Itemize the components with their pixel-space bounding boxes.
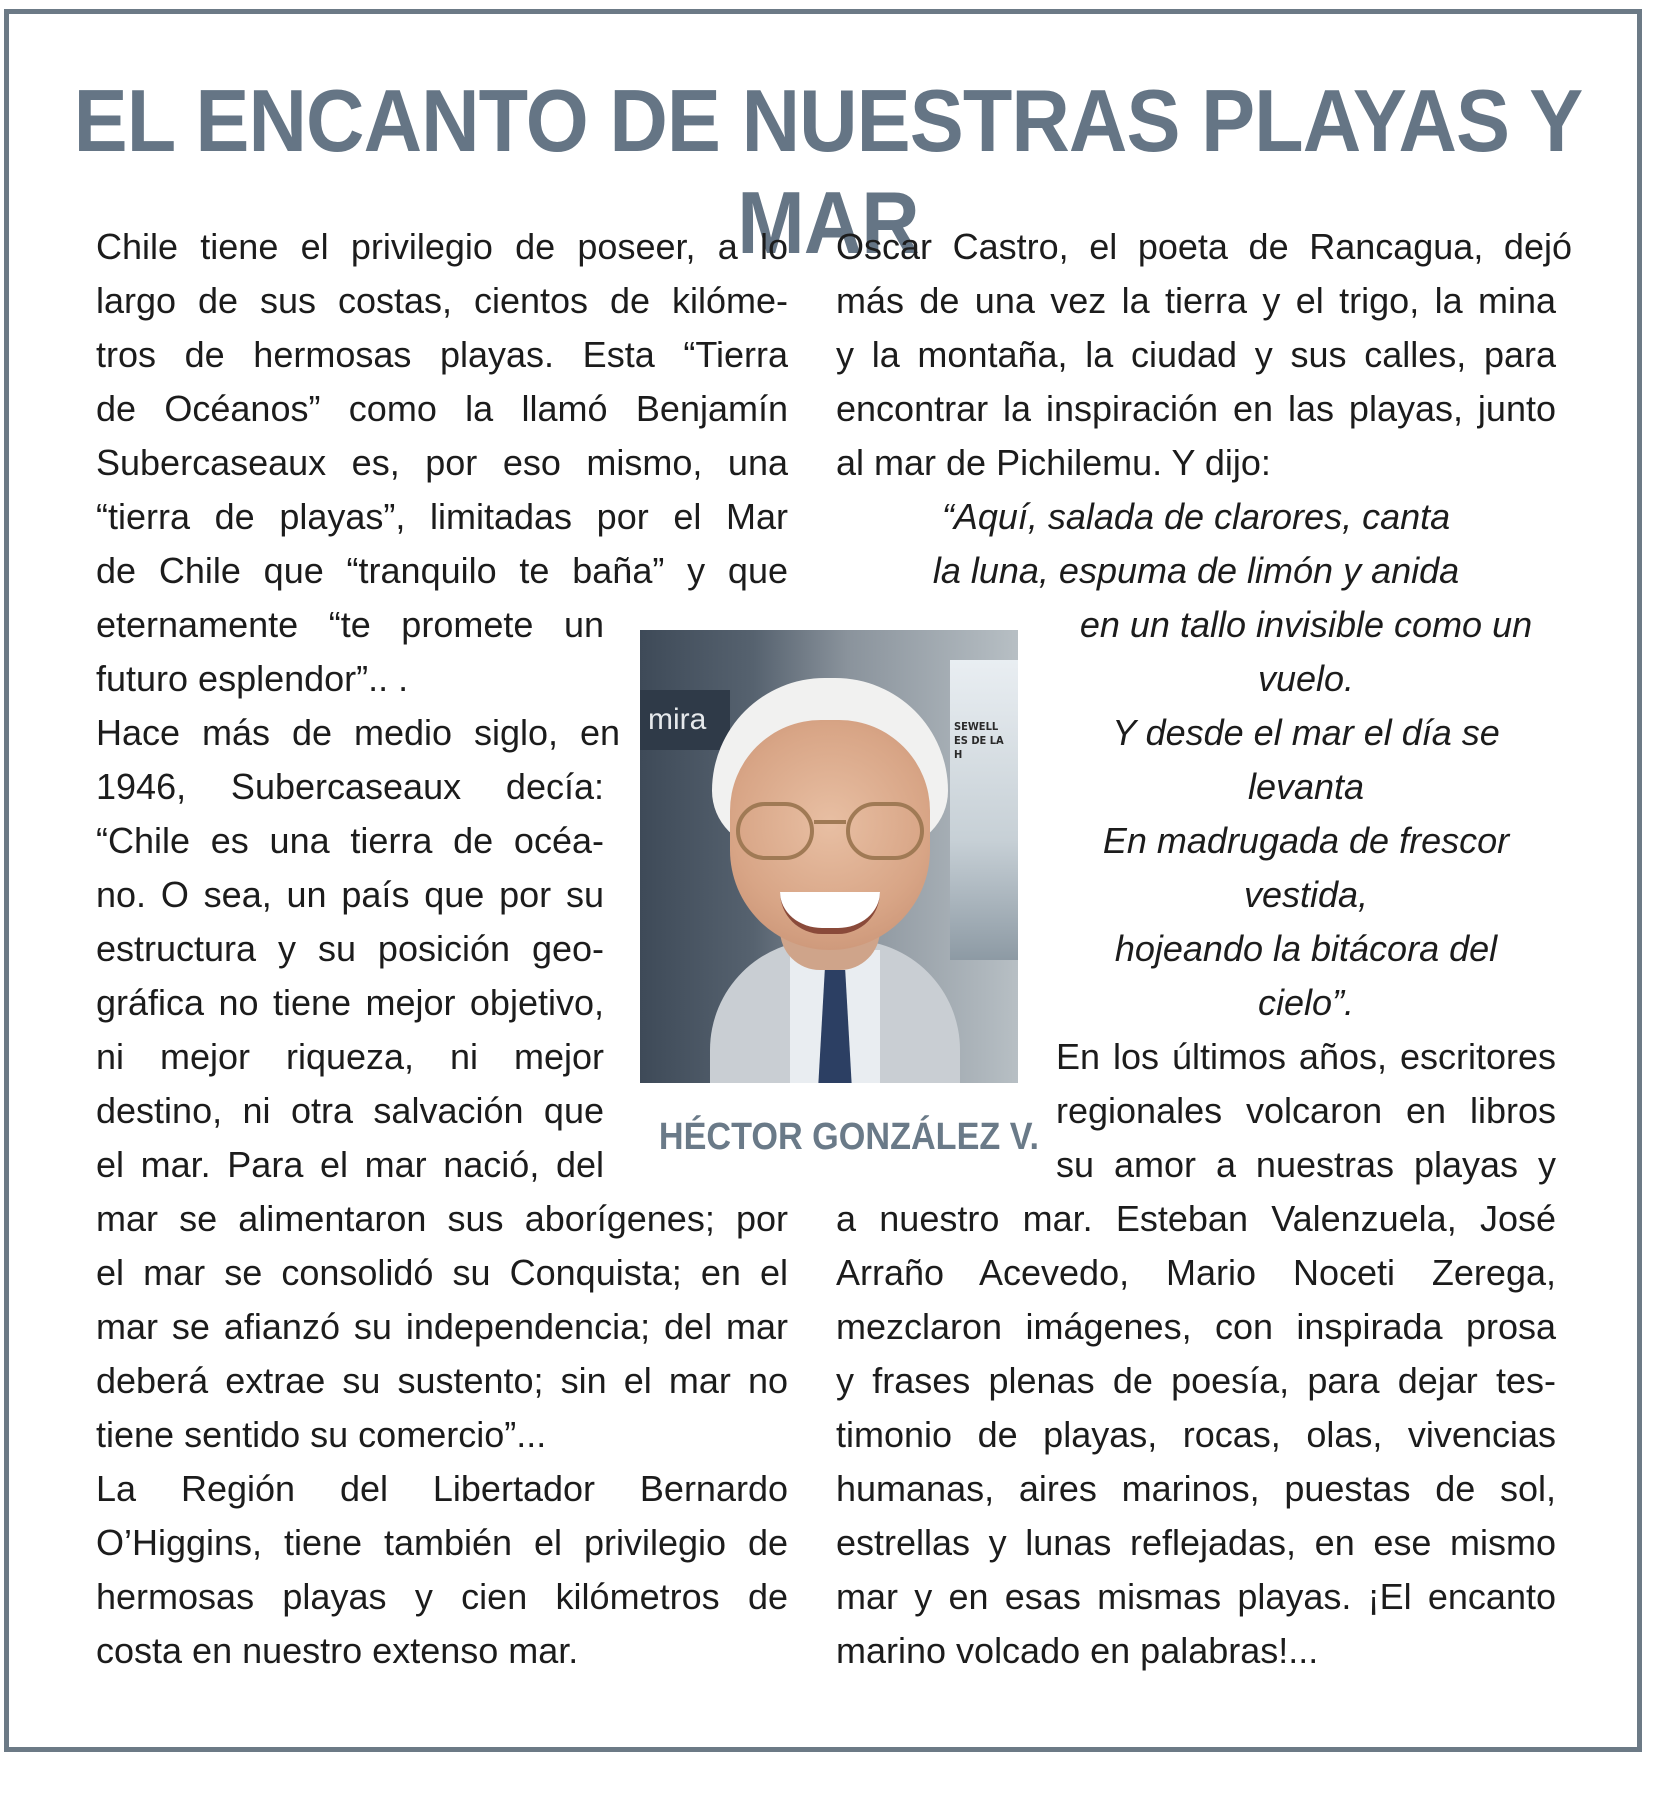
left-line: estructura y su posición geo- — [96, 928, 604, 969]
poem-line: la luna, espuma de limón y anida — [932, 550, 1460, 591]
right-line: encontrar la inspiración en las playas, junto — [836, 388, 1556, 429]
left-line: tros de hermosas playas. Esta “Tierra — [96, 334, 788, 375]
right-line: al mar de Pichilemu. Y dijo: — [836, 442, 1271, 483]
right-line: marino volcado en palabras!... — [836, 1630, 1319, 1671]
poem-line: Y desde el mar el día se — [1112, 712, 1500, 753]
right-line: regionales volcaron en libros — [1056, 1090, 1556, 1131]
poem-line: cielo”. — [1257, 982, 1355, 1023]
photo-poster — [950, 660, 1018, 960]
left-line: largo de sus costas, cientos de kilóme- — [96, 280, 788, 321]
poem-line: En madrugada de frescor — [1102, 820, 1510, 861]
right-line: humanas, aires marinos, puestas de sol, — [836, 1468, 1556, 1509]
left-line: mar se afianzó su independencia; del mar — [96, 1306, 788, 1347]
poem-line: vestida, — [1243, 874, 1369, 915]
photo-poster-text: SEWELL ES DE LA H — [954, 720, 1004, 761]
poem-line: en un tallo invisible como un — [1079, 604, 1533, 645]
poem-line: vuelo. — [1257, 658, 1355, 699]
right-line: mezclaron imágenes, con inspirada prosa — [836, 1306, 1556, 1347]
left-line: La Región del Libertador Bernardo — [96, 1468, 788, 1509]
left-line: eternamente “te promete un — [96, 604, 604, 645]
left-line: O’Higgins, tiene también el privilegio de — [96, 1522, 788, 1563]
author-caption: HÉCTOR GONZÁLEZ V. — [658, 1116, 1039, 1158]
left-line: Subercaseaux es, por eso mismo, una — [96, 442, 788, 483]
poem-line: hojeando la bitácora del — [1114, 928, 1498, 969]
left-line: 1946, Subercaseaux decía: — [96, 766, 604, 807]
poem-line: levanta — [1247, 766, 1365, 807]
right-line: En los últimos años, escritores — [1056, 1036, 1556, 1077]
left-line: de Chile que “tranquilo te baña” y que — [96, 550, 788, 591]
right-line: y frases plenas de poesía, para dejar tes- — [836, 1360, 1556, 1401]
left-line: “Chile es una tierra de océa- — [96, 820, 604, 861]
left-line: gráfica no tiene mejor objetivo, — [96, 982, 604, 1023]
left-line: “tierra de playas”, limitadas por el Mar — [96, 496, 788, 537]
left-line: hermosas playas y cien kilómetros de — [96, 1576, 788, 1617]
right-line: Arraño Acevedo, Mario Noceti Zerega, — [836, 1252, 1556, 1293]
left-line: deberá extrae su sustento; sin el mar no — [96, 1360, 788, 1401]
left-line: no. O sea, un país que por su — [96, 874, 604, 915]
left-line: tiene sentido su comercio”... — [96, 1414, 547, 1455]
left-line: Chile tiene el privilegio de poseer, a lo — [96, 226, 788, 267]
photo-sign: mira — [640, 690, 730, 750]
author-photo — [640, 630, 1018, 1083]
right-line: su amor a nuestras playas y — [1056, 1144, 1556, 1185]
article-title: EL ENCANTO DE NUESTRAS PLAYAS Y MAR — [73, 71, 1583, 272]
right-line: estrellas y lunas reflejadas, en ese mismo — [836, 1522, 1556, 1563]
left-line: mar se alimentaron sus aborígenes; por — [96, 1198, 788, 1239]
poem-line: “Aquí, salada de clarores, canta — [941, 496, 1451, 537]
left-line: de Océanos” como la llamó Benjamín — [96, 388, 788, 429]
right-line: timonio de playas, rocas, olas, vivencias — [836, 1414, 1556, 1455]
left-line: futuro esplendor”.. . — [96, 658, 409, 699]
right-line: y la montaña, la ciudad y sus calles, para — [836, 334, 1556, 375]
right-line: más de una vez la tierra y el trigo, la mina — [836, 280, 1556, 321]
right-line: mar y en esas mismas playas. ¡El encanto — [836, 1576, 1556, 1617]
left-line: destino, ni otra salvación que — [96, 1090, 604, 1131]
right-line: Oscar Castro, el poeta de Rancagua, dejó — [836, 226, 1572, 267]
left-line: costa en nuestro extenso mar. — [96, 1630, 579, 1671]
photo-glasses — [736, 802, 924, 864]
left-line: Hace más de medio siglo, en — [96, 712, 620, 753]
left-line: el mar. Para el mar nació, del — [96, 1144, 604, 1185]
left-line: el mar se consolidó su Conquista; en el — [96, 1252, 788, 1293]
right-line: a nuestro mar. Esteban Valenzuela, José — [836, 1198, 1556, 1239]
left-line: ni mejor riqueza, ni mejor — [96, 1036, 604, 1077]
